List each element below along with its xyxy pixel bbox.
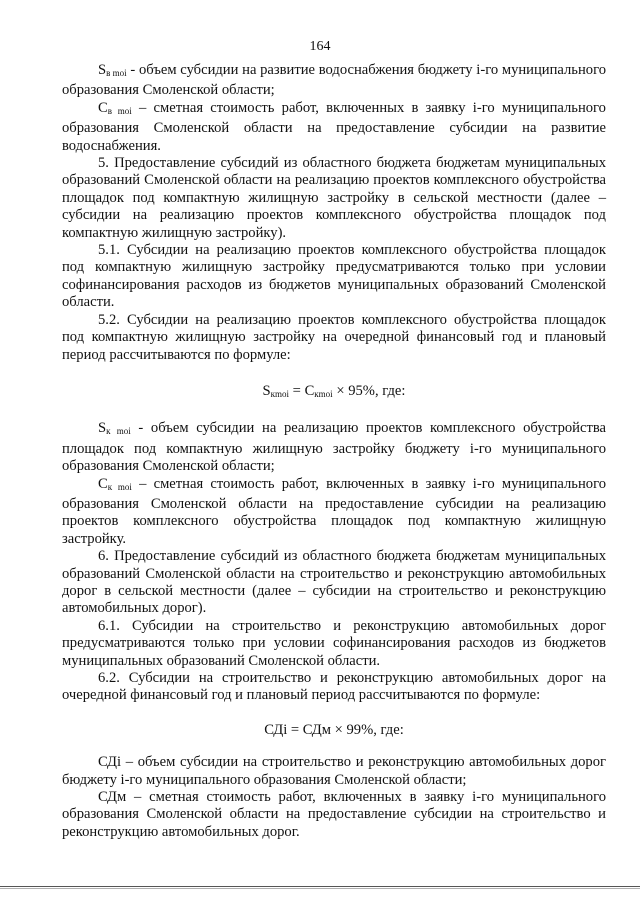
paragraph-sdm-definition: СДм – сметная стоимость работ, включенных в заявку i-го муниципального образования Смоленской области на предоставление субсидии на строительство и реконструкцию автомобильных дорог.: [62, 789, 606, 840]
symbol-c-k-moi: $C_{к moi}$: [98, 475, 132, 492]
document-body: [62, 62, 606, 841]
scan-bottom-edge-shadow: [0, 888, 640, 889]
paragraph-s-v-moi-definition: $S_{в moi}$ - объем субсидии на развитие водоснабжения бюджету i-го муниципального образования Смоленской области;: [62, 62, 606, 99]
page-number: 164: [309, 39, 331, 54]
paragraph-section-6-1: 6.1. Субсидии на строительство и реконструкцию автомобильных дорог предусматриваются только при условии софинансирования расходов из бюджетов муниципальных образований Смоленской области.: [62, 617, 606, 669]
symbol-s-k-moi: $S_{к moi}$: [98, 420, 131, 437]
paragraph-c-k-moi-definition: $C_{к moi}$ – сметная стоимость работ, включенных в заявку i-го муниципального образования Смоленской области на предоставление субсидии на реализацию проектов комплексного обустройства площадок под компактную жилищную застройку.: [62, 475, 606, 547]
scan-bottom-edge: [0, 886, 640, 887]
paragraph-section-5-1: 5.1. Субсидии на реализацию проектов комплексного обустройства площадок под компактную жилищную застройку предусматриваются только при условии софинансирования расходов из бюджетов муниципальных образований Смоленской области.: [62, 242, 606, 311]
paragraph-section-6-2: 6.2. Субсидии на строительство и реконструкцию автомобильных дорог на очередной финансовый год и плановый период рассчитываются по формуле:: [62, 670, 606, 704]
paragraph-sdi-definition: СДi – объем субсидии на строительство и реконструкцию автомобильных дорог бюджету i-го муниципального образования Смоленской области;: [62, 754, 606, 788]
paragraph-section-6: 6. Предоставление субсидий из областного бюджета бюджетам муниципальных образований Смоленской области на строительство и реконструкцию автомобильных дорог в сельской местности (далее – субсидии на строительство и реконструкцию автомобильных дорог).: [62, 548, 606, 617]
formula-sdi: СДi = СДм × 99%, где:: [264, 721, 404, 738]
symbol-s-v-moi: $S_{в moi}$: [98, 62, 127, 78]
paragraph-section-5-2: 5.2. Субсидии на реализацию проектов комплексного обустройства площадок под компактную жилищную застройку на очередной финансовый год и плановый период рассчитываются по формуле:: [62, 311, 606, 363]
symbol-c-v-moi: $C_{в moi}$: [98, 99, 132, 116]
paragraph-section-5: 5. Предоставление субсидий из областного бюджета бюджетам муниципальных образований Смоленской области на реализацию проектов комплексного обустройства площадок под компактную жилищную застройку в сельской местности (далее – субсидии на реализацию проектов комплексного обустройства площадок под компактную жилищную застройку).: [62, 155, 606, 241]
paragraph-c-v-moi-definition: $C_{в moi}$ – сметная стоимость работ, включенных в заявку i-го муниципального образования Смоленской области на предоставление субсидии на развитие водоснабжения.: [62, 99, 606, 154]
formula-s-k-moi: $S_{кmoi} = C_{кmoi} \times 95\%$, где:: [262, 382, 406, 399]
paragraph-s-k-moi-definition: $S_{к moi}$ - объем субсидии на реализацию проектов комплексного обустройства площадок под компактную жилищную застройку бюджету i-го муниципального образования Смоленской области;: [62, 420, 606, 475]
